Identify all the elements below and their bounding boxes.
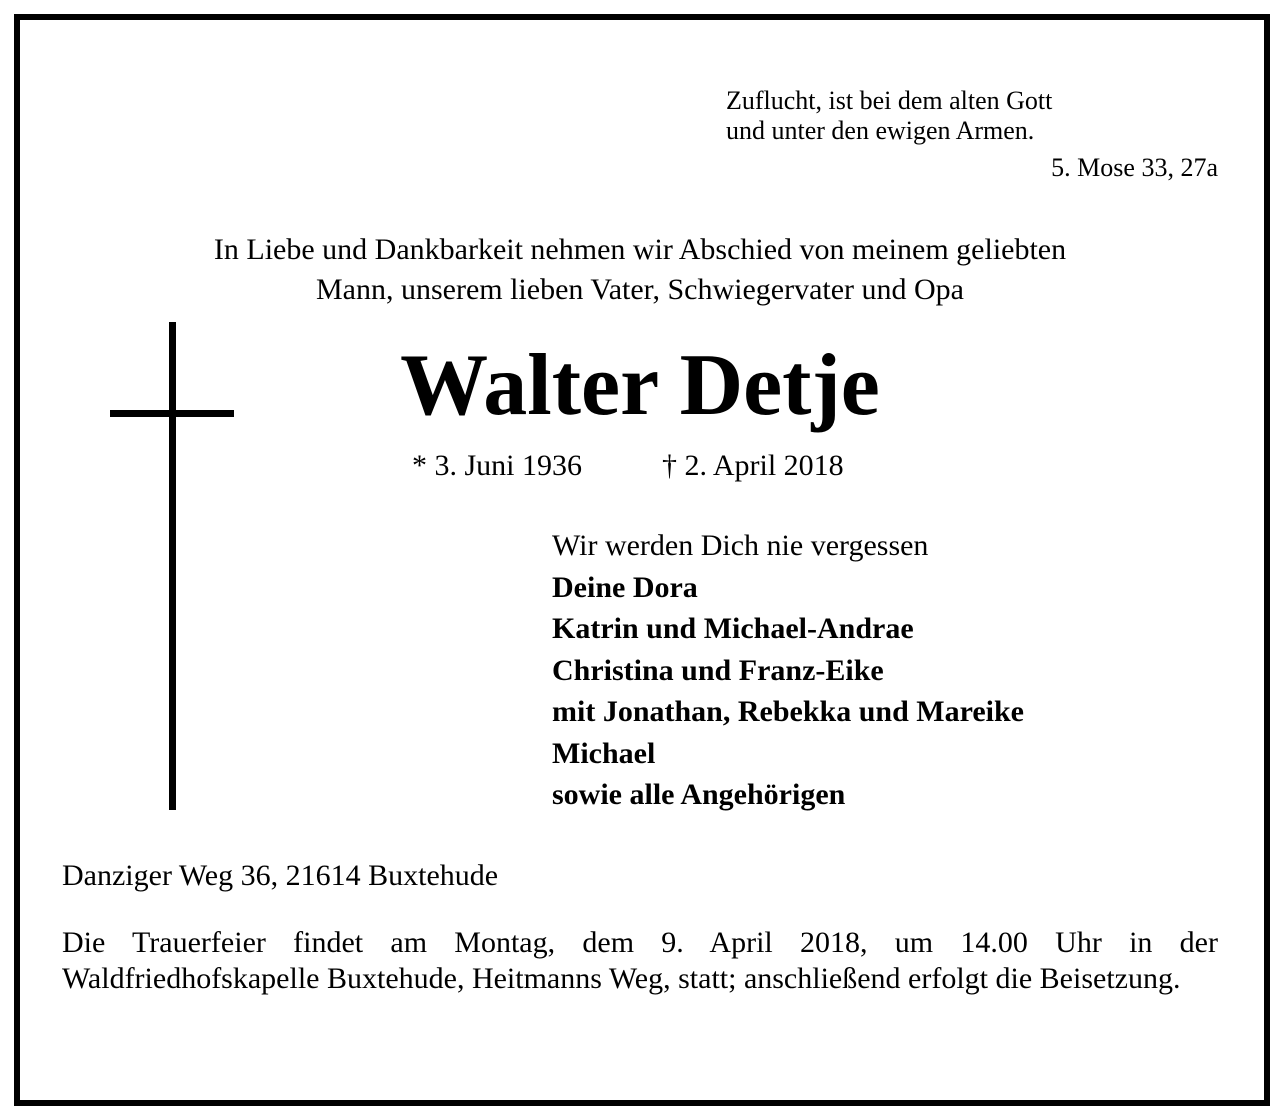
verse-reference: 5. Mose 33, 27a bbox=[1051, 153, 1218, 182]
mourner-name: sowie alle Angehörigen bbox=[552, 778, 846, 811]
intro-line-2: Mann, unserem lieben Vater, Schwiegervater und Opa bbox=[315, 273, 965, 306]
mourners-intro: Wir werden Dich nie vergessen bbox=[552, 529, 929, 562]
mourners-block bbox=[552, 525, 1024, 816]
deceased-name: Walter Detje bbox=[400, 337, 880, 434]
verse-line-2: und unter den ewigen Armen. bbox=[726, 116, 1035, 145]
birth-date: * 3. Juni 1936 bbox=[412, 449, 583, 482]
address: Danziger Weg 36, 21614 Buxtehude bbox=[62, 859, 499, 892]
mourner-name: Christina und Franz-Eike bbox=[552, 653, 884, 687]
intro-line-1: In Liebe und Dankbarkeit nehmen wir Abschied von meinem geliebten bbox=[213, 233, 1067, 266]
mourner-name: mit Jonathan, Rebekka und Mareike bbox=[552, 695, 1025, 728]
verse-line-1: Zuflucht, ist bei dem alten Gott bbox=[726, 86, 1053, 115]
mourner-name: Michael bbox=[552, 736, 656, 770]
mourner-name: Katrin und Michael-Andrae bbox=[552, 612, 914, 645]
death-date: † 2. April 2018 bbox=[662, 449, 844, 482]
bible-verse bbox=[726, 86, 1052, 146]
intro-text bbox=[0, 230, 1280, 310]
mourner-name: Deine Dora bbox=[552, 570, 698, 604]
ceremony-details: Die Trauerfeier findet am Montag, dem 9. April 2018, um 14.00 Uhr in der Waldfriedhofskapelle Buxtehude, Heitmanns Weg, statt; anschließend erfolgt die Beisetzung. bbox=[62, 926, 1218, 995]
